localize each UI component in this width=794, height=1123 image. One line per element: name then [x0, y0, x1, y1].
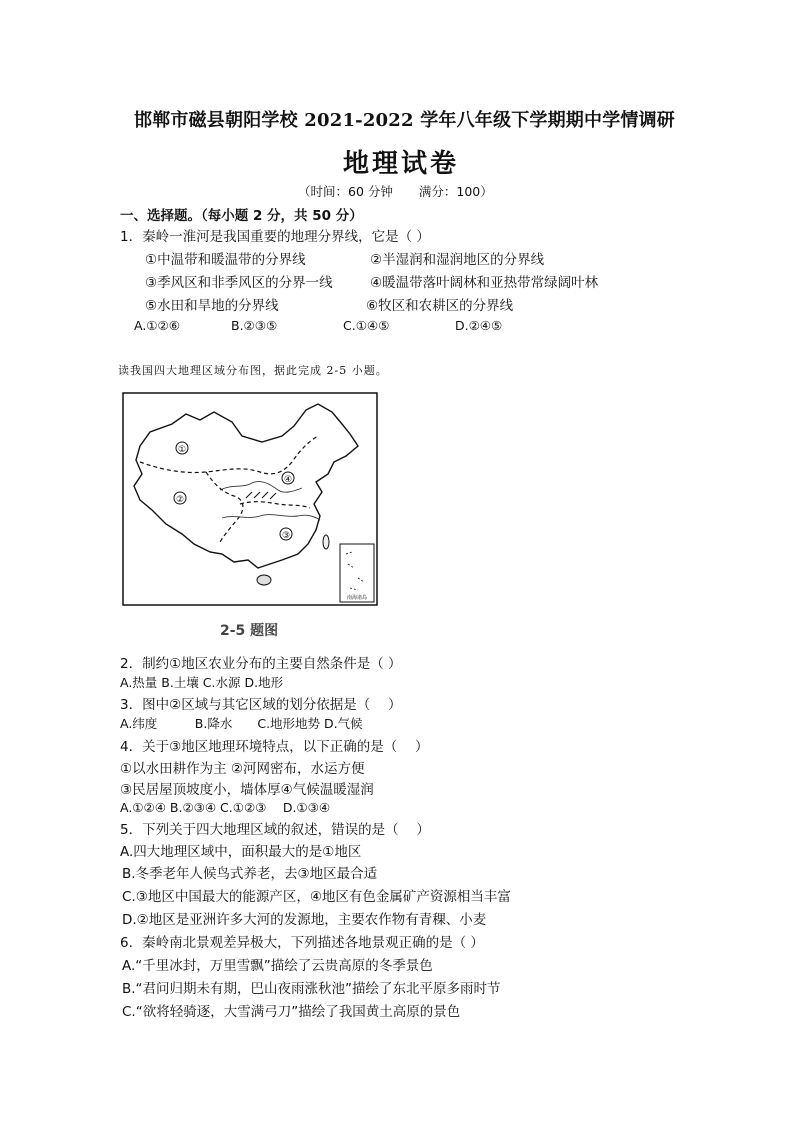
q6-stem: 6．秦岭南北景观差异极大，下列描述各地景观正确的是（ ）: [120, 935, 484, 951]
q1-choice-a: A.①②⑥: [134, 318, 180, 333]
map-label-3: ③: [281, 531, 291, 541]
exam-time: （时间：60 分钟: [298, 184, 393, 199]
q5-option-d: D.②地区是亚洲许多大河的发源地，主要农作物有青稞、小麦: [122, 912, 487, 928]
map-label-2: ②: [175, 495, 185, 505]
q5-option-a: A.四大地理区域中，面积最大的是①地区: [120, 844, 362, 860]
q4-choices: A.①②④ B.②③④ C.①②③ D.①③④: [120, 800, 331, 815]
q4-line-1: ①以水田耕作为主 ②河网密布，水运方便: [120, 761, 365, 777]
q6-option-c: C.“欲将轻骑逐，大雪满弓刀”描绘了我国黄土高原的景色: [122, 1004, 461, 1020]
exam-score: 满分：100）: [418, 184, 493, 199]
q2-choices: A.热量 B.土壤 C.水源 D.地形: [120, 675, 284, 690]
q1-item-4: ④暖温带落叶阔林和亚热带常绿阔叶林: [370, 275, 599, 291]
map-label-4: ④: [283, 475, 293, 485]
q5-option-c: C.③地区中国最大的能源产区，④地区有色金属矿产资源相当丰富: [122, 889, 511, 905]
q2-stem: 2．制约①地区农业分布的主要自然条件是（ ）: [120, 656, 402, 672]
exam-meta: [298, 182, 519, 200]
q1-choice-b: B.②③⑤: [231, 318, 278, 333]
hainan-island: [257, 575, 271, 585]
subject-title: 地理试卷: [343, 149, 460, 179]
south-sea-inset-label: 南海诸岛: [346, 595, 368, 601]
q1-choice-c: C.①④⑤: [343, 318, 390, 333]
q3-choices: A.纬度 B.降水 C.地形地势 D.气候: [120, 716, 363, 731]
map-intro: 读我国四大地理区域分布图，据此完成 2-5 小题。: [118, 364, 388, 377]
q4-line-2: ③民居屋顶坡度小，墙体厚④气候温暖湿润: [120, 782, 374, 798]
q5-option-b: B.冬季老年人候鸟式养老，去③地区最合适: [122, 866, 378, 882]
q1-item-2: ②半湿润和湿润地区的分界线: [370, 252, 545, 268]
south-sea-inset: [340, 544, 374, 602]
map-label-1: ①: [177, 445, 187, 455]
section-heading: 一、选择题。（每小题 2 分，共 50 分）: [120, 208, 363, 224]
q1-item-3: ③季风区和非季风区的分界一线: [145, 275, 333, 291]
q1-choice-d: D.②④⑤: [455, 318, 503, 333]
q3-stem: 3．图中②区域与其它区域的划分依据是（ ）: [120, 697, 402, 713]
china-regions-map: [122, 392, 378, 606]
q4-stem: 4．关于③地区地理环境特点，以下正确的是（ ）: [120, 739, 429, 755]
q6-option-a: A.“千里冰封，万里雪飘”描绘了云贵高原的冬季景色: [122, 958, 433, 974]
q1-stem: 1．秦岭一淮河是我国重要的地理分界线，它是（ ）: [120, 229, 430, 245]
q1-item-1: ①中温带和暖温带的分界线: [145, 252, 306, 268]
q1-item-6: ⑥牧区和农耕区的分界线: [366, 298, 514, 314]
map-caption: 2-5 题图: [220, 623, 279, 639]
exam-title: 邯郸市磁县朝阳学校 2021-2022 学年八年级下学期期中学情调研: [134, 110, 675, 131]
q6-option-b: B.“君问归期未有期，巴山夜雨涨秋池”描绘了东北平原多雨时节: [122, 981, 501, 997]
q5-stem: 5．下列关于四大地理区域的叙述，错误的是（ ）: [120, 822, 430, 838]
q1-item-5: ⑤水田和旱地的分界线: [145, 298, 279, 314]
taiwan-island: [323, 535, 329, 549]
